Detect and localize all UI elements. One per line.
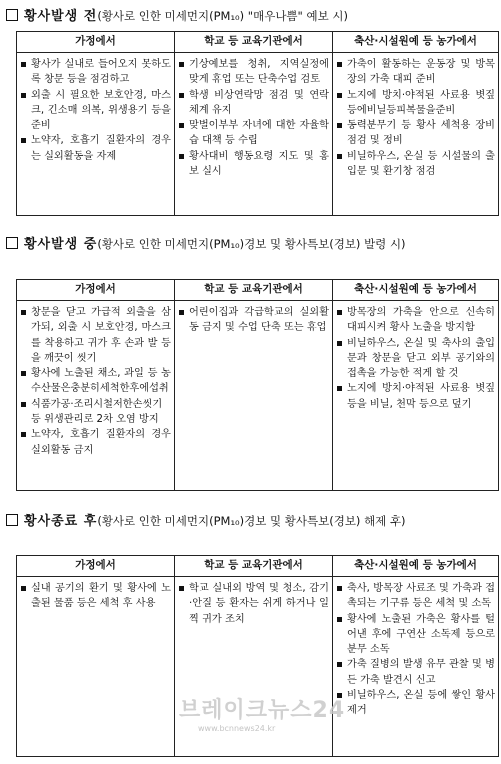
list-item (20, 305, 171, 366)
cell-home (17, 577, 175, 757)
list-item-text: 외출 시 필요한 보호안경, 마스크, 긴소매 의복, 위생용기 등을 준비 (31, 89, 171, 132)
bullet-square-icon (21, 402, 26, 407)
bullet-square-icon (337, 341, 342, 346)
list-item-text: 가축이 활동하는 운동장 및 방목장의 가축 대피 준비 (347, 59, 495, 86)
list-item-text: 식품가공·조리시철저한손씻기 등 위생관리로 2차 오염 방지 (31, 398, 163, 426)
cell-farm (333, 53, 499, 216)
cell-school (175, 53, 333, 216)
column-header-farm: 축산·시설원예 등 농가에서 (333, 32, 499, 53)
section-3-heading (0, 511, 501, 531)
column-header-home: 가정에서 (17, 556, 175, 577)
list-item-text: 기상예보를 청취, 지역실정에 맞게 휴업 또는 단축수업 검토 (189, 59, 329, 86)
list-item (178, 57, 329, 88)
cell-farm (333, 577, 499, 757)
list-item (336, 688, 495, 719)
column-header-school: 학교 등 교육기관에서 (175, 32, 333, 53)
bullet-square-icon (337, 154, 342, 159)
column-header-school: 학교 등 교육기관에서 (175, 280, 333, 301)
bullet-square-icon (21, 310, 26, 315)
checkbox-square-icon (6, 237, 18, 249)
list-item-text: 노지에 방치·야적된 사료용 볏짚등에비닐등피복물을준비 (347, 89, 495, 116)
bullet-square-icon (337, 617, 342, 622)
bullet-square-icon (21, 62, 26, 67)
bullet-square-icon (179, 93, 184, 98)
column-header-home: 가정에서 (17, 280, 175, 301)
list-item-text: 황사대비 행동요령 지도 및 홍보 실시 (189, 150, 329, 178)
list-item-text: 노지에 방치·야적된 사료용 볏짚 등을 비닐, 천막 등으로 덮기 (347, 383, 495, 410)
list-item-text: 가축 질병의 발생 유무 관찰 및 병든 가축 발견시 신고 (347, 659, 495, 686)
list-item-text: 황사가 실내로 들어오지 못하도록 창문 등을 점검하고 (31, 59, 171, 86)
section-2-title: 황사발생 중 (24, 237, 98, 252)
column-header-home: 가정에서 (17, 32, 175, 53)
list-item-text: 비닐하우스, 온실 등 시설물의 출입문 및 환기창 점검 (347, 150, 495, 178)
bullet-square-icon (21, 93, 26, 98)
watermark-url: www.bcnnews24.kr (198, 724, 276, 733)
list-item (20, 133, 171, 164)
section-2-heading (0, 234, 501, 254)
bullet-square-icon (337, 62, 342, 67)
watermark-logo: 브레이크뉴스24 (179, 698, 346, 723)
cell-school (175, 301, 333, 491)
bullet-square-icon (21, 371, 26, 376)
list-item (336, 336, 495, 382)
bullet-square-icon (179, 123, 184, 128)
list-item-text: 방목장의 가축을 안으로 신속히 대피시켜 황사 노출을 방지함 (347, 307, 495, 334)
list-item-text: 학교 실내외 방역 및 청소, 감기·안질 등 환자는 쉬게 하거나 일찍 귀가 조치 (189, 583, 329, 625)
bullet-square-icon (179, 310, 184, 315)
bullet-square-icon (337, 93, 342, 98)
list-item (336, 118, 495, 149)
bullet-square-icon (337, 386, 342, 391)
list-item-text: 황사에 노출된 가축은 황사를 털어낸 후에 구연산 소독제 등으로 분무 소독 (347, 613, 495, 656)
list-item (336, 57, 495, 88)
bullet-square-icon (179, 62, 184, 67)
cell-farm (333, 301, 499, 491)
list-item-text: 학생 비상연락망 점검 및 연락체계 유지 (189, 89, 329, 116)
list-item (178, 88, 329, 119)
list-item (336, 88, 495, 119)
bullet-square-icon (337, 123, 342, 128)
bullet-square-icon (21, 586, 26, 591)
cell-home (17, 53, 175, 216)
list-item (178, 118, 329, 149)
list-item (336, 657, 495, 688)
bullet-square-icon (337, 662, 342, 667)
bullet-square-icon (21, 432, 26, 437)
list-item-text: 노약자, 호흡기 질환자의 경우 실외활동 금지 (31, 429, 171, 456)
list-item (20, 397, 171, 428)
list-item (336, 381, 495, 412)
list-item-text: 축사, 방목장 사료조 및 가축과 접촉되는 기구류 등은 세척 및 소독 (347, 583, 495, 610)
section-2-table (16, 279, 499, 491)
list-item-text: 비닐하우스, 온실 및 축사의 출입문과 창문을 닫고 외부 공기와의 접촉을 가능한 적게 할 것 (347, 337, 495, 380)
list-item (336, 581, 495, 612)
section-1-title: 황사발생 전 (24, 9, 98, 24)
bullet-square-icon (337, 586, 342, 591)
list-item (178, 149, 329, 180)
list-item-text: 동력분무기 등 황사 세척용 장비 점검 및 정비 (347, 120, 495, 147)
list-item-text: 실내 공기의 환기 및 황사에 노출된 물품 등은 세척 후 사용 (31, 583, 171, 610)
list-item (336, 305, 495, 336)
section-1-subtitle: (황사로 인한 미세먼지(PM₁₀) "매우나쁨" 예보 시) (97, 9, 348, 23)
list-item (336, 612, 495, 658)
list-item (20, 57, 171, 88)
list-item-text: 황사에 노출된 채소, 과일 등 농수산물은충분히세척한후에섭취 (31, 368, 171, 395)
list-item-text: 맞벌이부부 자녀에 대한 자율학습 대책 등 수립 (189, 120, 329, 147)
list-item (178, 305, 329, 336)
column-header-farm: 축산·시설원예 등 농가에서 (333, 280, 499, 301)
column-header-school: 학교 등 교육기관에서 (175, 556, 333, 577)
list-item (20, 427, 171, 458)
checkbox-square-icon (6, 9, 18, 21)
list-item-text: 비닐하우스, 온실 등에 쌓인 황사 제거 (347, 690, 495, 717)
section-1-heading (0, 6, 501, 26)
section-2-subtitle: (황사로 인한 미세먼지(PM₁₀)경보 및 황사특보(경보) 발령 시) (97, 237, 406, 251)
list-item (20, 581, 171, 612)
list-item (336, 149, 495, 180)
section-3-title: 황사종료 후 (24, 514, 98, 529)
list-item-text: 창문을 닫고 가급적 외출을 삼가되, 외출 시 보호안경, 마스크를 착용하고 귀가 후 손과 발 등을 깨끗이 씻기 (31, 307, 171, 364)
checkbox-square-icon (6, 514, 18, 526)
bullet-square-icon (179, 586, 184, 591)
list-item (20, 366, 171, 397)
list-item-text: 노약자, 호흡기 질환자의 경우는 실외활동을 자제 (31, 135, 171, 162)
list-item (178, 581, 329, 627)
bullet-square-icon (21, 138, 26, 143)
bullet-square-icon (179, 154, 184, 159)
list-item-text: 어린이집과 각급학교의 실외활동 금지 및 수업 단축 또는 휴업 (189, 307, 329, 334)
section-1-table (16, 31, 499, 216)
bullet-square-icon (337, 310, 342, 315)
list-item (20, 88, 171, 134)
section-3-subtitle: (황사로 인한 미세먼지(PM₁₀)경보 및 황사특보(경보) 해제 후) (97, 514, 406, 528)
cell-home (17, 301, 175, 491)
column-header-farm: 축산·시설원예 등 농가에서 (333, 556, 499, 577)
